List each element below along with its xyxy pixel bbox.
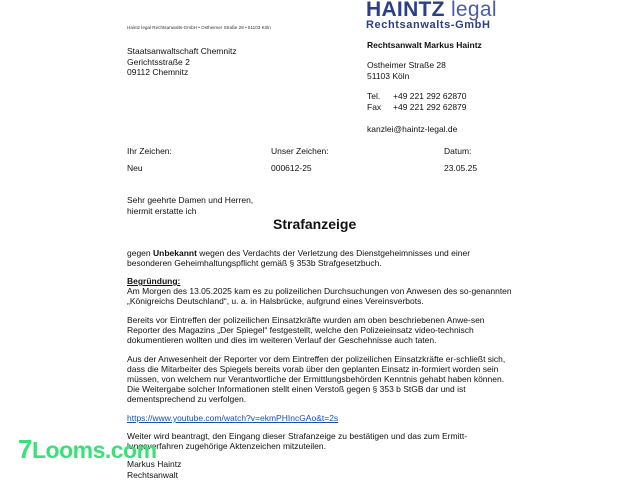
intro-accused: Unbekannt — [153, 248, 197, 258]
watermark-digit: 7 — [18, 434, 32, 464]
sender-name: Rechtsanwalt Markus Haintz — [367, 40, 482, 50]
body-paragraph: Aus der Anwesenheit der Reporter vor dem Eintreffen der polizeilichen Einsatzkräfte er-schließt sich, dass die Mitarbeiter des Spiegels bereits vorab über den geplanten Einsatz in-formiert worden sein müssen, von welchem nur Verantwortliche der Ermittlungsbehörden Kenntnis gehabt haben können. Die Weitergabe solcher Informationen stellt einen Verstoß gegen § 353 b StGB dar und ist dementsprechend zu verfolgen. — [127, 354, 506, 405]
company-logo — [366, 0, 497, 31]
sender-city: 51103 Köln — [367, 70, 410, 81]
unser-zeichen-label: Unser Zeichen: — [271, 146, 329, 156]
intro-prefix: gegen — [127, 248, 153, 258]
salutation-line: hiermit erstatte ich — [127, 205, 197, 216]
logo-main: HAINTZ — [366, 0, 445, 21]
recipient-address — [127, 46, 237, 78]
recipient-line: 09112 Chemnitz — [127, 67, 189, 77]
body-paragraph: Bereits vor Eintreffen der polizeilichen Einsatzkräfte wurden am oben beschriebenen Anwe-sen Reporter des Magazins „Der Spiegel“ festgestellt, welche den Polizeieinsatz video-technisch dokumentieren wollten und dies im weiteren Verlauf der Geschehnisse auch taten. — [127, 315, 485, 346]
watermark-text: Looms.com — [31, 437, 157, 463]
logo-subtitle: Rechtsanwalts-GmbH — [366, 19, 491, 31]
closing-paragraph: Weiter wird beantragt, den Eingang dieser Strafanzeige zu bestätigen und das zum Ermitt-lungsverfahren zugehörige Aktenzeichen mitzuteilen. — [127, 431, 468, 452]
site-watermark — [18, 434, 157, 465]
fax-number: +49 221 292 62879 — [393, 101, 467, 112]
sender-email: kanzlei@haintz-legal.de — [367, 124, 458, 134]
document-title: Strafanzeige — [273, 216, 357, 232]
ihr-zeichen-label: Ihr Zeichen: — [127, 146, 172, 156]
datum-value: 23.05.25 — [444, 163, 478, 173]
recipient-line: Gerichtsstraße 2 — [127, 56, 190, 67]
video-link[interactable]: https://www.youtube.com/watch?v=ekmPHIncGAo&t=2s — [127, 413, 339, 423]
intro-rest: wegen des Verdachts der Verletzung des Dienstgeheimnisses und einer besonderen Geheimhaltungspflicht gemäß § 353b Strafgesetzbuch. — [127, 248, 471, 269]
fax-label: Fax — [367, 101, 382, 112]
logo-legal: legal — [450, 0, 497, 21]
recipient-line: Staatsanwaltschaft Chemnitz — [127, 46, 237, 56]
body-paragraph: Am Morgen des 13.05.2025 kam es zu polizeilichen Durchsuchungen von Anwesen des so-genannten „Königreichs Deutschland“, u. a. in Halsbrücke, aufgrund eines Vereinsverbots. — [127, 286, 512, 307]
sender-street: Ostheimer Straße 28 — [367, 60, 446, 70]
signature-name: Markus Haintz — [127, 459, 182, 469]
datum-label: Datum: — [444, 146, 472, 156]
sender-phone-block — [367, 91, 467, 112]
sender-address — [367, 60, 446, 81]
signature-title: Rechtsanwalt — [127, 469, 179, 480]
sender-return-line: Haintz legal Rechtsanwalts-GmbH • Ostheimer Straße 28 • 51103 Köln — [127, 25, 271, 30]
unser-zeichen-value: 000612-25 — [271, 163, 312, 173]
intro-paragraph — [127, 248, 512, 268]
salutation — [127, 195, 253, 216]
ihr-zeichen-value: Neu — [127, 163, 143, 173]
begruendung-heading: Begründung: — [127, 276, 181, 286]
tel-number: +49 221 292 62870 — [393, 91, 467, 101]
tel-label: Tel. — [367, 91, 381, 101]
salutation-line: Sehr geehrte Damen und Herren, — [127, 195, 254, 205]
